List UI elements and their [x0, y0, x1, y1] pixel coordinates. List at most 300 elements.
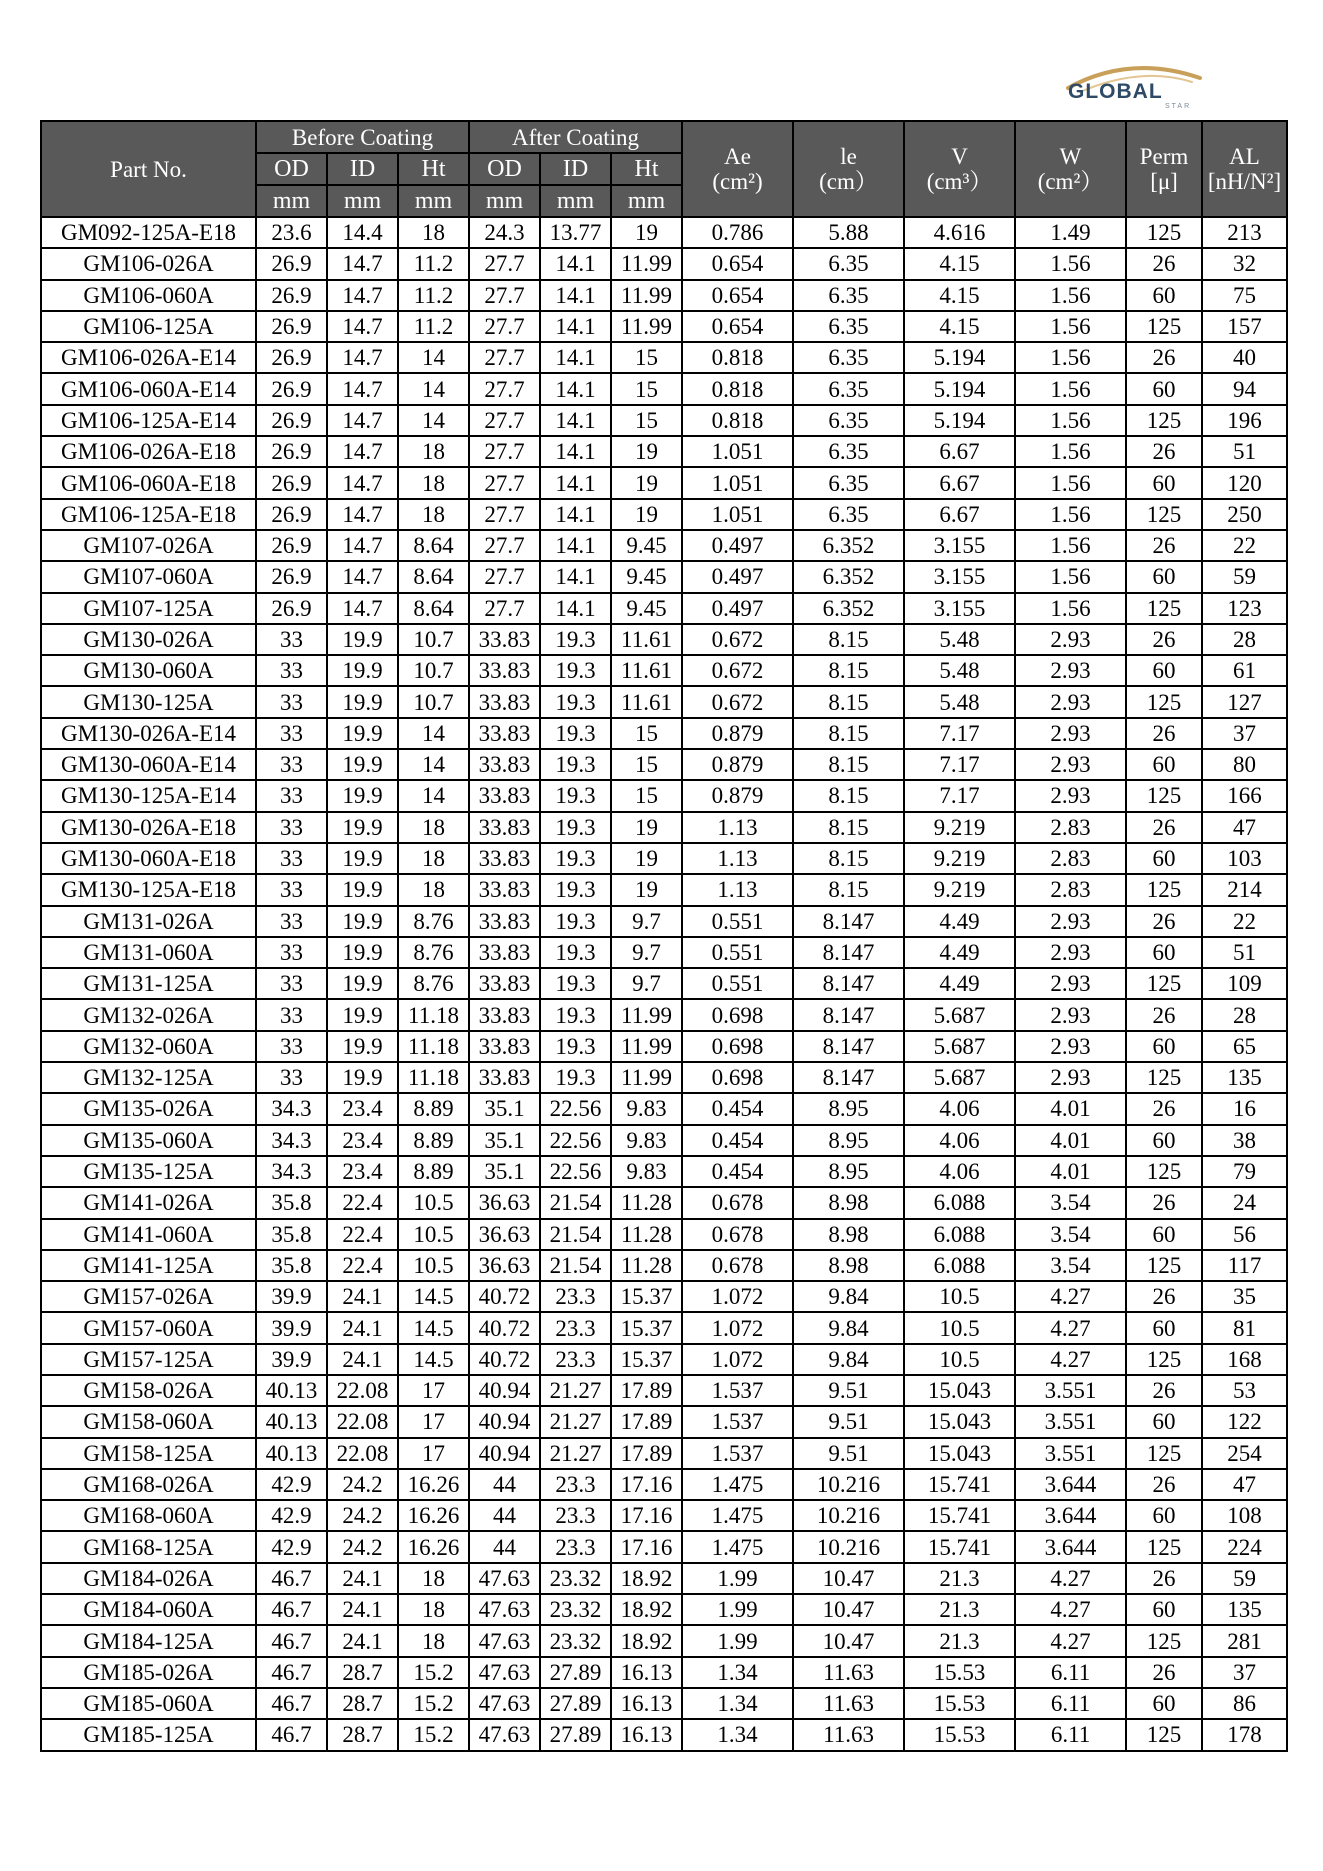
cell-before-od: 26.9	[256, 530, 327, 561]
header-al-label: AL	[1229, 144, 1260, 169]
cell-after-od: 47.63	[469, 1625, 540, 1656]
cell-le: 8.147	[793, 1031, 904, 1062]
cell-before-id: 19.9	[327, 749, 398, 780]
cell-al: 254	[1202, 1438, 1287, 1469]
cell-after-id: 21.27	[540, 1406, 611, 1437]
cell-after-od: 35.1	[469, 1125, 540, 1156]
cell-w: 4.01	[1015, 1125, 1126, 1156]
cell-ae: 1.13	[682, 843, 793, 874]
cell-perm: 60	[1126, 1125, 1202, 1156]
cell-after-id: 27.89	[540, 1657, 611, 1688]
cell-after-ht: 15.37	[611, 1344, 682, 1375]
cell-after-ht: 9.83	[611, 1156, 682, 1187]
cell-before-id: 23.4	[327, 1156, 398, 1187]
cell-v: 4.15	[904, 311, 1015, 342]
table-row	[41, 780, 1287, 811]
cell-part-no: GM106-026A	[41, 248, 256, 279]
cell-before-ht: 10.7	[398, 686, 469, 717]
cell-le: 11.63	[793, 1688, 904, 1719]
cell-after-od: 33.83	[469, 843, 540, 874]
header-w-unit: (cm²）	[1037, 169, 1104, 194]
header-al-unit: [nH/N²]	[1207, 169, 1282, 194]
cell-ae: 0.818	[682, 342, 793, 373]
cell-perm: 26	[1126, 1281, 1202, 1312]
cell-w: 1.56	[1015, 405, 1126, 436]
cell-perm: 125	[1126, 780, 1202, 811]
cell-after-ht: 11.99	[611, 311, 682, 342]
cell-w: 4.01	[1015, 1093, 1126, 1124]
table-row	[41, 530, 1287, 561]
cell-perm: 60	[1126, 373, 1202, 404]
cell-after-ht: 17.89	[611, 1438, 682, 1469]
cell-before-ht: 11.2	[398, 311, 469, 342]
table-row	[41, 1031, 1287, 1062]
cell-al: 117	[1202, 1250, 1287, 1281]
cell-v: 15.741	[904, 1531, 1015, 1562]
cell-w: 2.93	[1015, 968, 1126, 999]
cell-v: 9.219	[904, 843, 1015, 874]
cell-perm: 125	[1126, 968, 1202, 999]
cell-before-id: 22.08	[327, 1406, 398, 1437]
cell-perm: 125	[1126, 1156, 1202, 1187]
table-row	[41, 373, 1287, 404]
cell-le: 6.35	[793, 248, 904, 279]
cell-before-id: 24.1	[327, 1563, 398, 1594]
cell-before-ht: 8.89	[398, 1125, 469, 1156]
cell-ae: 1.537	[682, 1406, 793, 1437]
cell-v: 6.67	[904, 499, 1015, 530]
cell-ae: 1.475	[682, 1500, 793, 1531]
cell-before-ht: 16.26	[398, 1469, 469, 1500]
cell-al: 16	[1202, 1093, 1287, 1124]
cell-v: 15.043	[904, 1375, 1015, 1406]
cell-perm: 125	[1126, 1625, 1202, 1656]
cell-perm: 60	[1126, 937, 1202, 968]
cell-before-od: 46.7	[256, 1563, 327, 1594]
cell-before-od: 39.9	[256, 1344, 327, 1375]
cell-perm: 125	[1126, 499, 1202, 530]
header-after-od: OD	[469, 153, 540, 185]
cell-before-ht: 8.89	[398, 1156, 469, 1187]
cell-after-ht: 11.28	[611, 1250, 682, 1281]
cell-al: 22	[1202, 530, 1287, 561]
cell-after-id: 19.3	[540, 812, 611, 843]
cell-perm: 26	[1126, 812, 1202, 843]
cell-perm: 125	[1126, 1531, 1202, 1562]
table-row	[41, 499, 1287, 530]
table-row	[41, 874, 1287, 905]
cell-after-id: 23.32	[540, 1563, 611, 1594]
cell-after-od: 27.7	[469, 311, 540, 342]
cell-before-id: 14.7	[327, 248, 398, 279]
cell-after-id: 21.27	[540, 1375, 611, 1406]
cell-ae: 0.654	[682, 248, 793, 279]
core-spec-table	[40, 120, 1288, 1752]
cell-before-id: 19.9	[327, 718, 398, 749]
cell-perm: 125	[1126, 1250, 1202, 1281]
table-row	[41, 843, 1287, 874]
cell-w: 1.56	[1015, 248, 1126, 279]
table-row	[41, 655, 1287, 686]
cell-before-id: 22.4	[327, 1187, 398, 1218]
header-w-label: W	[1059, 144, 1082, 169]
cell-le: 10.47	[793, 1563, 904, 1594]
cell-after-od: 44	[469, 1500, 540, 1531]
cell-v: 5.194	[904, 342, 1015, 373]
cell-after-id: 19.3	[540, 906, 611, 937]
cell-al: 40	[1202, 342, 1287, 373]
cell-part-no: GM132-060A	[41, 1031, 256, 1062]
cell-after-od: 33.83	[469, 686, 540, 717]
cell-after-od: 27.7	[469, 593, 540, 624]
cell-al: 109	[1202, 968, 1287, 999]
cell-al: 81	[1202, 1312, 1287, 1343]
cell-perm: 125	[1126, 405, 1202, 436]
cell-le: 10.47	[793, 1625, 904, 1656]
table-row	[41, 1688, 1287, 1719]
table-row	[41, 1156, 1287, 1187]
cell-w: 1.56	[1015, 280, 1126, 311]
cell-part-no: GM130-026A	[41, 624, 256, 655]
cell-after-id: 23.3	[540, 1531, 611, 1562]
cell-w: 1.56	[1015, 436, 1126, 467]
cell-al: 178	[1202, 1719, 1287, 1750]
cell-perm: 125	[1126, 686, 1202, 717]
cell-le: 11.63	[793, 1719, 904, 1750]
cell-le: 10.216	[793, 1500, 904, 1531]
cell-perm: 60	[1126, 749, 1202, 780]
cell-v: 3.155	[904, 593, 1015, 624]
cell-after-od: 33.83	[469, 1062, 540, 1093]
table-row	[41, 1531, 1287, 1562]
cell-after-ht: 19	[611, 467, 682, 498]
cell-before-od: 33	[256, 999, 327, 1030]
table-row	[41, 1657, 1287, 1688]
cell-v: 15.043	[904, 1406, 1015, 1437]
cell-al: 108	[1202, 1500, 1287, 1531]
cell-part-no: GM185-026A	[41, 1657, 256, 1688]
cell-before-ht: 14	[398, 718, 469, 749]
cell-after-ht: 19	[611, 874, 682, 905]
table-row	[41, 1563, 1287, 1594]
cell-part-no: GM106-026A-E18	[41, 436, 256, 467]
table-row	[41, 311, 1287, 342]
cell-after-od: 27.7	[469, 280, 540, 311]
cell-before-id: 19.9	[327, 874, 398, 905]
cell-before-ht: 14	[398, 373, 469, 404]
cell-part-no: GM158-060A	[41, 1406, 256, 1437]
cell-before-ht: 14.5	[398, 1312, 469, 1343]
cell-before-od: 33	[256, 906, 327, 937]
cell-before-od: 26.9	[256, 561, 327, 592]
cell-before-id: 24.1	[327, 1344, 398, 1375]
cell-part-no: GM168-060A	[41, 1500, 256, 1531]
cell-v: 7.17	[904, 780, 1015, 811]
cell-w: 4.27	[1015, 1281, 1126, 1312]
cell-le: 8.15	[793, 718, 904, 749]
cell-after-ht: 15	[611, 405, 682, 436]
cell-part-no: GM168-125A	[41, 1531, 256, 1562]
cell-perm: 125	[1126, 217, 1202, 248]
cell-after-id: 19.3	[540, 937, 611, 968]
cell-after-ht: 17.16	[611, 1500, 682, 1531]
cell-before-id: 22.4	[327, 1250, 398, 1281]
cell-le: 10.216	[793, 1531, 904, 1562]
cell-after-id: 19.3	[540, 686, 611, 717]
cell-after-id: 22.56	[540, 1125, 611, 1156]
cell-before-od: 40.13	[256, 1438, 327, 1469]
cell-ae: 0.698	[682, 1031, 793, 1062]
cell-after-ht: 9.83	[611, 1093, 682, 1124]
cell-ae: 1.99	[682, 1563, 793, 1594]
header-perm-unit: [μ]	[1150, 169, 1178, 194]
cell-after-id: 14.1	[540, 561, 611, 592]
cell-before-od: 34.3	[256, 1156, 327, 1187]
cell-w: 1.56	[1015, 593, 1126, 624]
cell-after-id: 21.54	[540, 1250, 611, 1281]
cell-ae: 0.818	[682, 373, 793, 404]
cell-ae: 1.475	[682, 1531, 793, 1562]
cell-before-id: 19.9	[327, 812, 398, 843]
cell-le: 8.15	[793, 624, 904, 655]
cell-before-id: 14.7	[327, 561, 398, 592]
cell-before-id: 19.9	[327, 1062, 398, 1093]
cell-perm: 26	[1126, 1093, 1202, 1124]
header-ae	[682, 121, 793, 217]
cell-before-ht: 8.64	[398, 593, 469, 624]
cell-before-ht: 16.26	[398, 1500, 469, 1531]
cell-before-id: 14.7	[327, 499, 398, 530]
cell-after-od: 33.83	[469, 874, 540, 905]
cell-ae: 0.879	[682, 780, 793, 811]
cell-after-od: 40.72	[469, 1281, 540, 1312]
cell-after-id: 22.56	[540, 1093, 611, 1124]
cell-v: 15.741	[904, 1500, 1015, 1531]
cell-after-od: 33.83	[469, 812, 540, 843]
cell-before-id: 22.4	[327, 1219, 398, 1250]
cell-w: 2.93	[1015, 937, 1126, 968]
cell-after-ht: 16.13	[611, 1657, 682, 1688]
cell-after-ht: 19	[611, 436, 682, 467]
cell-w: 3.54	[1015, 1187, 1126, 1218]
cell-al: 22	[1202, 906, 1287, 937]
cell-w: 2.93	[1015, 655, 1126, 686]
cell-after-ht: 19	[611, 843, 682, 874]
table-row	[41, 906, 1287, 937]
cell-before-od: 46.7	[256, 1719, 327, 1750]
cell-w: 1.49	[1015, 217, 1126, 248]
cell-ae: 1.34	[682, 1657, 793, 1688]
cell-after-id: 27.89	[540, 1688, 611, 1719]
cell-after-od: 33.83	[469, 999, 540, 1030]
cell-ae: 1.072	[682, 1344, 793, 1375]
table-row	[41, 1500, 1287, 1531]
cell-before-od: 26.9	[256, 436, 327, 467]
cell-part-no: GM157-026A	[41, 1281, 256, 1312]
cell-before-od: 34.3	[256, 1125, 327, 1156]
header-w	[1015, 121, 1126, 217]
cell-part-no: GM130-125A-E14	[41, 780, 256, 811]
cell-part-no: GM130-060A-E14	[41, 749, 256, 780]
cell-perm: 26	[1126, 342, 1202, 373]
cell-after-ht: 11.99	[611, 999, 682, 1030]
cell-before-id: 19.9	[327, 906, 398, 937]
cell-after-id: 23.32	[540, 1594, 611, 1625]
cell-ae: 0.654	[682, 280, 793, 311]
cell-before-id: 28.7	[327, 1688, 398, 1719]
cell-v: 5.687	[904, 1062, 1015, 1093]
cell-ae: 0.786	[682, 217, 793, 248]
cell-al: 51	[1202, 436, 1287, 467]
logo-subtext: STAR	[1165, 103, 1192, 110]
cell-w: 2.83	[1015, 843, 1126, 874]
cell-after-id: 21.54	[540, 1187, 611, 1218]
cell-part-no: GM158-026A	[41, 1375, 256, 1406]
cell-after-ht: 15	[611, 718, 682, 749]
cell-after-id: 23.3	[540, 1500, 611, 1531]
cell-v: 4.49	[904, 906, 1015, 937]
cell-ae: 0.678	[682, 1187, 793, 1218]
cell-after-id: 14.1	[540, 467, 611, 498]
cell-part-no: GM130-125A	[41, 686, 256, 717]
cell-after-od: 33.83	[469, 718, 540, 749]
cell-ae: 0.454	[682, 1093, 793, 1124]
header-unit-mm: mm	[611, 185, 682, 217]
header-before-id: ID	[327, 153, 398, 185]
cell-v: 4.06	[904, 1156, 1015, 1187]
table-row	[41, 1594, 1287, 1625]
cell-after-ht: 11.61	[611, 655, 682, 686]
cell-v: 6.088	[904, 1250, 1015, 1281]
cell-perm: 60	[1126, 561, 1202, 592]
cell-ae: 0.497	[682, 561, 793, 592]
cell-part-no: GM130-060A-E18	[41, 843, 256, 874]
cell-after-ht: 18.92	[611, 1594, 682, 1625]
cell-after-od: 36.63	[469, 1250, 540, 1281]
cell-w: 4.27	[1015, 1344, 1126, 1375]
cell-ae: 0.454	[682, 1156, 793, 1187]
cell-le: 8.95	[793, 1093, 904, 1124]
cell-v: 15.53	[904, 1657, 1015, 1688]
cell-before-id: 19.9	[327, 937, 398, 968]
cell-v: 10.5	[904, 1281, 1015, 1312]
cell-perm: 26	[1126, 1657, 1202, 1688]
cell-after-od: 33.83	[469, 968, 540, 999]
cell-w: 2.93	[1015, 999, 1126, 1030]
header-after-ht: Ht	[611, 153, 682, 185]
header-part-no: Part No.	[41, 121, 256, 217]
cell-after-id: 27.89	[540, 1719, 611, 1750]
cell-v: 9.219	[904, 874, 1015, 905]
cell-after-od: 33.83	[469, 937, 540, 968]
table-row	[41, 1219, 1287, 1250]
cell-ae: 0.672	[682, 624, 793, 655]
cell-after-ht: 9.45	[611, 593, 682, 624]
cell-before-od: 33	[256, 655, 327, 686]
cell-ae: 1.34	[682, 1688, 793, 1719]
cell-part-no: GM132-125A	[41, 1062, 256, 1093]
cell-part-no: GM135-125A	[41, 1156, 256, 1187]
cell-v: 5.194	[904, 373, 1015, 404]
cell-after-ht: 18.92	[611, 1563, 682, 1594]
cell-after-id: 19.3	[540, 718, 611, 749]
cell-after-id: 19.3	[540, 1062, 611, 1093]
cell-after-od: 27.7	[469, 436, 540, 467]
cell-before-od: 39.9	[256, 1312, 327, 1343]
cell-part-no: GM157-060A	[41, 1312, 256, 1343]
cell-before-od: 39.9	[256, 1281, 327, 1312]
cell-part-no: GM130-125A-E18	[41, 874, 256, 905]
cell-before-id: 14.7	[327, 373, 398, 404]
table-row	[41, 1469, 1287, 1500]
cell-after-ht: 15	[611, 342, 682, 373]
cell-al: 86	[1202, 1688, 1287, 1719]
logo-wordmark: GLOBAL	[1068, 80, 1163, 103]
cell-before-id: 22.08	[327, 1375, 398, 1406]
cell-after-id: 19.3	[540, 624, 611, 655]
cell-after-od: 44	[469, 1469, 540, 1500]
cell-le: 8.147	[793, 968, 904, 999]
cell-after-ht: 17.89	[611, 1406, 682, 1437]
cell-v: 4.49	[904, 937, 1015, 968]
cell-perm: 125	[1126, 1062, 1202, 1093]
cell-before-id: 19.9	[327, 843, 398, 874]
cell-le: 8.15	[793, 812, 904, 843]
cell-after-od: 35.1	[469, 1093, 540, 1124]
cell-after-id: 23.3	[540, 1469, 611, 1500]
cell-after-od: 33.83	[469, 624, 540, 655]
header-before-coating: Before Coating	[256, 121, 469, 153]
cell-before-ht: 10.7	[398, 655, 469, 686]
cell-al: 127	[1202, 686, 1287, 717]
cell-after-ht: 11.28	[611, 1219, 682, 1250]
cell-al: 59	[1202, 1563, 1287, 1594]
cell-after-ht: 19	[611, 217, 682, 248]
cell-before-ht: 18	[398, 1594, 469, 1625]
cell-le: 9.51	[793, 1375, 904, 1406]
cell-after-ht: 11.99	[611, 1062, 682, 1093]
cell-before-od: 26.9	[256, 248, 327, 279]
cell-le: 8.15	[793, 780, 904, 811]
cell-after-ht: 11.61	[611, 686, 682, 717]
cell-before-ht: 17	[398, 1406, 469, 1437]
cell-perm: 60	[1126, 1219, 1202, 1250]
cell-v: 4.06	[904, 1125, 1015, 1156]
cell-part-no: GM130-026A-E18	[41, 812, 256, 843]
cell-perm: 26	[1126, 718, 1202, 749]
cell-before-od: 33	[256, 1031, 327, 1062]
cell-after-ht: 17.16	[611, 1469, 682, 1500]
cell-after-id: 19.3	[540, 655, 611, 686]
cell-after-od: 33.83	[469, 655, 540, 686]
cell-before-id: 14.7	[327, 593, 398, 624]
cell-v: 5.48	[904, 655, 1015, 686]
table-row	[41, 405, 1287, 436]
header-unit-mm: mm	[540, 185, 611, 217]
cell-after-id: 23.3	[540, 1312, 611, 1343]
cell-after-od: 40.94	[469, 1438, 540, 1469]
cell-al: 94	[1202, 373, 1287, 404]
cell-before-ht: 11.18	[398, 1062, 469, 1093]
cell-before-id: 23.4	[327, 1093, 398, 1124]
cell-after-od: 27.7	[469, 405, 540, 436]
cell-al: 37	[1202, 1657, 1287, 1688]
cell-v: 9.219	[904, 812, 1015, 843]
cell-ae: 0.818	[682, 405, 793, 436]
cell-al: 38	[1202, 1125, 1287, 1156]
cell-ae: 0.551	[682, 906, 793, 937]
cell-al: 157	[1202, 311, 1287, 342]
